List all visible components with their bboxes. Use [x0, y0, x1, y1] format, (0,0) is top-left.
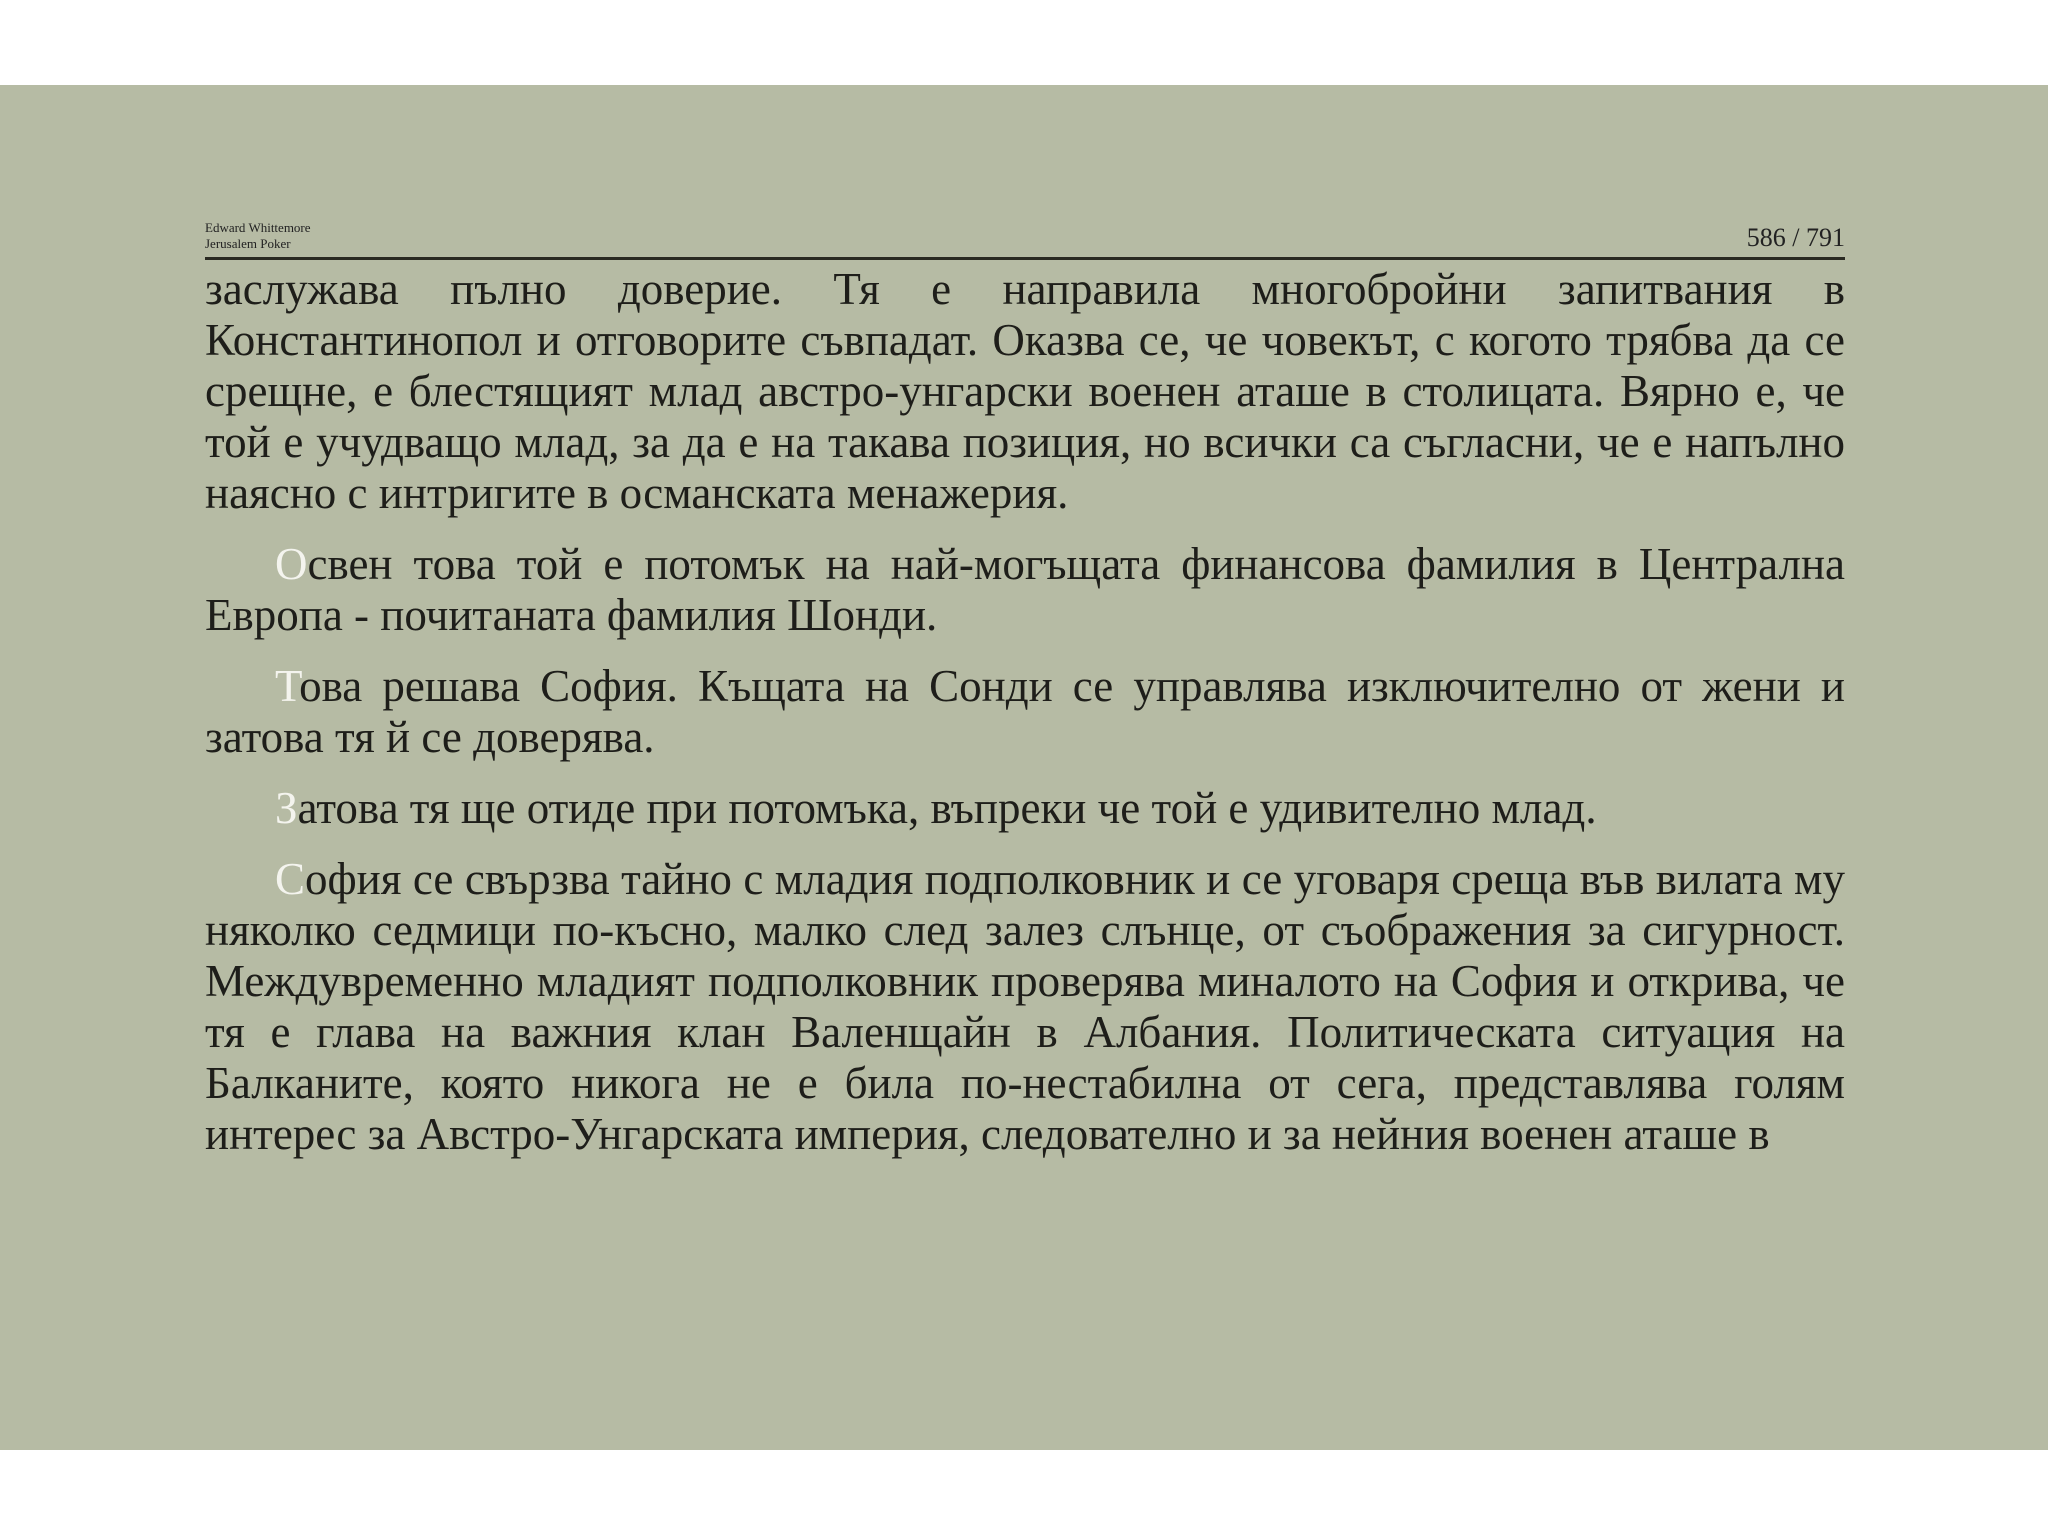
paragraph-initial: З [275, 783, 298, 833]
paragraph-text: ова решава София. Къщата на Сонди се управлява изключително от жени и затова тя й се доверява. [205, 661, 1845, 762]
paragraph-3 [205, 661, 1845, 763]
book-info [205, 220, 311, 252]
book-title: Jerusalem Poker [205, 236, 291, 251]
paragraph-text: атова тя ще отиде при потомъка, въпреки че той е удивително млад. [297, 783, 1597, 833]
paragraph-initial: О [275, 539, 308, 589]
paragraph-text: офия се свързва тайно с младия подполковник и се уговаря среща във вилата му няколко седмици по-късно, малко след залез слънце, от съображения за сигурност. Междувременно младият подполковник проверява миналото на София и открива, че тя е глава на важния клан Валенщайн в Албания. Политическата ситуация на Балканите, която никога не е била по-нестабилна от сега, представлява голям интерес за Австро-Унгарската империя, следователно и за нейния военен аташе в [205, 854, 1845, 1159]
paragraph-initial: С [275, 854, 306, 904]
paragraph-text: свен това той е потомък на най-могъщата финансова фамилия в Централна Европа - почитаната фамилия Шонди. [205, 539, 1845, 640]
author-name: Edward Whittemore [205, 220, 311, 235]
page-header [205, 136, 1845, 260]
book-text [205, 264, 1845, 1180]
paragraph-5 [205, 854, 1845, 1160]
paragraph-text: заслужава пълно доверие. Тя е направила многобройни запитвания в Константинопол и отговорите съвпадат. Оказва се, че човекът, с когото трябва да се срещне, е блестящият млад австро-унгарски военен аташе в столицата. Вярно е, че той е учудващо млад, за да е на такава позиция, но всички са съгласни, че е напълно наясно с интригите в османската менажерия. [205, 264, 1845, 518]
paragraph-2 [205, 539, 1845, 641]
paragraph-4 [205, 783, 1845, 834]
paragraph-1 [205, 264, 1845, 519]
page-number: 586 / 791 [1746, 223, 1845, 252]
paragraph-initial: Т [275, 661, 300, 711]
